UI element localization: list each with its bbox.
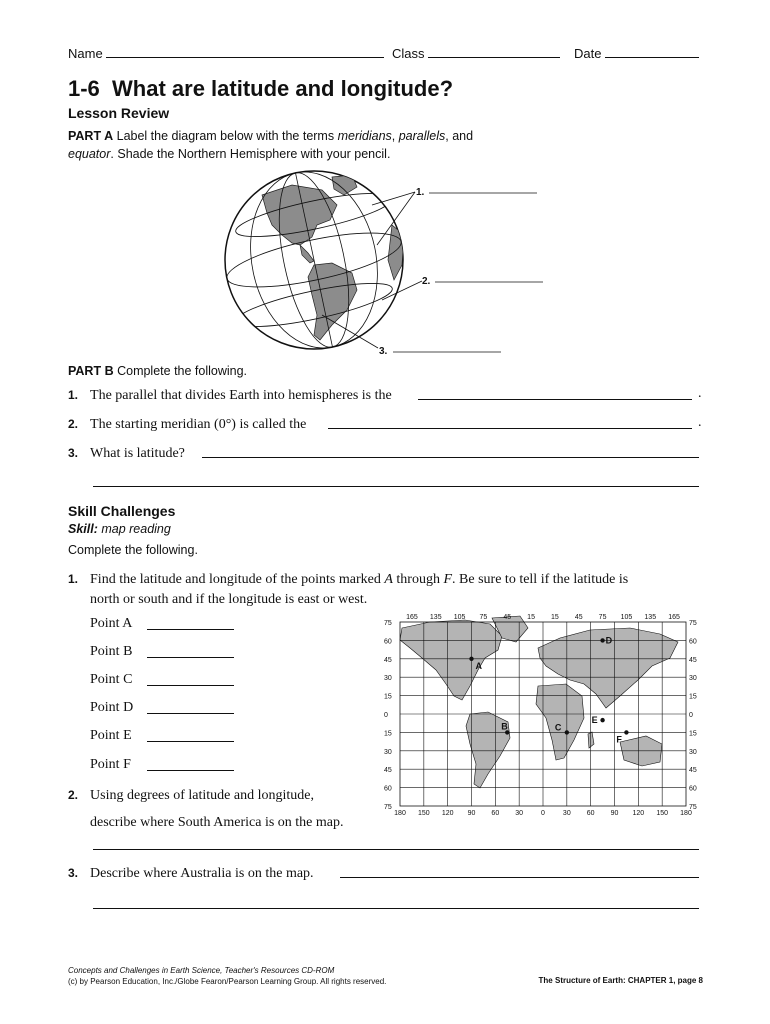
answer-line[interactable] <box>202 457 699 458</box>
point-label: Point F <box>90 757 131 772</box>
part-a-label: PART A <box>68 129 114 143</box>
map-bottom-tick: 30 <box>562 810 571 817</box>
north-america <box>400 620 502 700</box>
map-bottom-tick: 90 <box>610 810 619 817</box>
point-b <box>90 644 132 660</box>
map-bottom-tick: 0 <box>541 810 545 817</box>
question-text: Describe where Australia is on the map. <box>90 866 314 881</box>
name-input[interactable] <box>106 45 384 58</box>
map-right-tick: 15 <box>689 730 697 738</box>
map-right-tick: 75 <box>689 620 697 627</box>
map-point-label: E <box>591 715 598 726</box>
map-bottom-tick: 90 <box>467 810 476 817</box>
part-a-text: Label the diagram below with the terms <box>116 129 338 143</box>
map-top-tick: 135 <box>429 614 442 621</box>
point-label: Point E <box>90 728 132 743</box>
question-text: . Be sure to tell if the latitude is <box>452 572 629 587</box>
map-left-tick: 30 <box>384 675 392 683</box>
point-label: Point D <box>90 700 134 715</box>
part-b-label: PART B <box>68 364 114 378</box>
map-top-tick: 15 <box>551 614 559 621</box>
map-top-tick: 165 <box>668 614 680 621</box>
name-label: Name <box>68 46 103 61</box>
map-bottom-tick: 150 <box>656 810 669 817</box>
map-top-tick: 105 <box>453 614 466 621</box>
term-equator: equator <box>68 147 111 161</box>
map-right-tick: 60 <box>689 638 697 646</box>
question-text: What is latitude? <box>90 446 185 461</box>
question-number: 1. <box>68 388 79 402</box>
map-right-tick: 45 <box>689 767 697 775</box>
skill-name: map reading <box>97 522 171 536</box>
part-b-q1 <box>68 386 392 404</box>
map-point-label: F <box>616 734 622 745</box>
footer-line-1: Concepts and Challenges in Earth Science, Teacher's Resources CD-ROM <box>68 966 335 975</box>
question-text: north or south and if the longitude is east or west. <box>90 592 368 607</box>
question-number: 2. <box>68 417 79 431</box>
footer-source <box>68 965 386 987</box>
footer-page: The Structure of Earth: CHAPTER 1, page 8 <box>538 976 703 985</box>
map-top-tick: 165 <box>406 614 418 621</box>
label-1: 1. <box>416 187 425 198</box>
map-point-label: C <box>554 722 562 733</box>
answer-line[interactable] <box>93 908 699 909</box>
question-number: 3. <box>68 446 79 460</box>
map-left-tick: 45 <box>384 656 392 664</box>
class-field <box>392 45 560 61</box>
name-field <box>68 45 384 61</box>
globe-diagram <box>222 165 552 360</box>
part-a-text-2: . Shade the Northern Hemisphere with your pencil. <box>110 147 391 161</box>
map-right-tick: 45 <box>689 656 697 664</box>
question-number: 3. <box>68 866 79 880</box>
point-a <box>90 616 132 632</box>
question-point-a: A <box>384 572 393 587</box>
question-text: Using degrees of latitude and longitude, <box>90 788 314 803</box>
map-left-tick: 15 <box>384 730 392 738</box>
term-meridians: meridians <box>337 129 392 143</box>
question-text: The starting meridian (0°) is called the <box>90 417 307 432</box>
map-top-tick: 135 <box>644 614 657 621</box>
part-a-and: , and <box>445 129 474 143</box>
point-a-answer[interactable] <box>147 629 234 630</box>
point-f-answer[interactable] <box>147 770 234 771</box>
point-d-answer[interactable] <box>147 713 234 714</box>
date-field <box>574 45 699 61</box>
question-number: 1. <box>68 572 79 586</box>
part-a-comma: , <box>391 129 399 143</box>
map-left-tick: 75 <box>384 620 392 627</box>
map-right-tick: 75 <box>689 804 697 811</box>
question-text: describe where South America is on the map. <box>90 815 344 830</box>
question-text: Find the latitude and longitude of the points marked <box>90 572 385 587</box>
map-left-tick: 15 <box>384 693 392 701</box>
world-map <box>370 608 700 823</box>
date-label: Date <box>574 46 602 61</box>
answer-line[interactable] <box>93 486 699 487</box>
answer-line[interactable] <box>418 399 692 400</box>
point-label: Point C <box>90 672 133 687</box>
map-top-tick: 15 <box>527 614 535 621</box>
map-point-marker <box>624 730 628 734</box>
footer-line-2: (c) by Pearson Education, Inc./Globe Fearon/Pearson Learning Group. All rights reserved. <box>68 977 387 986</box>
map-right-tick: 0 <box>689 712 693 719</box>
point-label: Point B <box>90 644 133 659</box>
map-bottom-tick: 150 <box>417 810 430 817</box>
point-d <box>90 700 133 716</box>
point-c-answer[interactable] <box>147 685 234 686</box>
page-title: 1-6 What are latitude and longitude? <box>68 76 454 101</box>
map-bottom-tick: 60 <box>586 810 595 817</box>
map-bottom-tick: 120 <box>441 810 454 817</box>
skill-q1 <box>68 569 628 609</box>
question-text: through <box>392 572 444 587</box>
lesson-review-heading: Lesson Review <box>68 105 170 121</box>
map-bottom-tick: 30 <box>515 810 524 817</box>
label-3: 3. <box>379 346 388 357</box>
map-landmasses <box>400 616 678 788</box>
map-point-label: A <box>475 660 482 671</box>
skill-label: Skill: <box>68 522 98 536</box>
class-input[interactable] <box>428 45 560 58</box>
skill-line <box>68 522 171 536</box>
point-label: Point A <box>90 616 133 631</box>
answer-line[interactable] <box>93 849 699 850</box>
map-right-tick: 30 <box>689 675 697 683</box>
part-b-instructions <box>68 364 247 378</box>
map-point-label: B <box>501 721 508 732</box>
part-b-q2 <box>68 415 306 433</box>
map-top-tick: 45 <box>503 614 512 621</box>
point-c <box>90 672 132 688</box>
point-b-answer[interactable] <box>147 657 234 658</box>
map-point-marker <box>565 730 569 734</box>
map-right-tick: 60 <box>689 785 697 793</box>
map-point-marker <box>469 657 473 661</box>
map-point-marker <box>600 718 604 722</box>
part-a-instructions <box>68 127 538 163</box>
question-text: The parallel that divides Earth into hemispheres is the <box>90 388 392 403</box>
map-left-tick: 30 <box>384 748 392 756</box>
point-e <box>90 728 132 744</box>
q2-period: . <box>698 415 702 430</box>
answer-line[interactable] <box>340 877 699 878</box>
map-right-tick: 30 <box>689 748 697 756</box>
map-left-tick: 60 <box>384 638 392 646</box>
skill-q2 <box>68 782 343 836</box>
question-point-f: F <box>443 572 453 587</box>
map-right-tick: 15 <box>689 693 697 701</box>
map-bottom-tick: 180 <box>394 810 406 817</box>
map-bottom-tick: 180 <box>680 810 692 817</box>
point-f <box>90 757 131 773</box>
point-e-answer[interactable] <box>147 741 234 742</box>
label-2: 2. <box>422 276 431 287</box>
map-top-tick: 75 <box>479 614 488 621</box>
map-top-tick: 75 <box>598 614 607 621</box>
map-bottom-tick: 60 <box>491 810 500 817</box>
map-point-marker <box>600 638 604 642</box>
map-left-tick: 0 <box>384 712 388 719</box>
skill-q3 <box>68 864 314 882</box>
date-input[interactable] <box>605 45 699 58</box>
q1-period: . <box>698 386 702 401</box>
map-top-tick: 105 <box>620 614 633 621</box>
answer-line[interactable] <box>328 428 692 429</box>
class-label: Class <box>392 46 425 61</box>
term-parallels: parallels <box>398 129 446 143</box>
map-top-tick: 45 <box>574 614 583 621</box>
question-number: 2. <box>68 788 79 802</box>
madagascar <box>588 732 594 748</box>
map-left-tick: 75 <box>384 804 392 811</box>
skill-instructions: Complete the following. <box>68 543 198 557</box>
map-point-label: D <box>605 635 613 646</box>
skill-challenges-heading: Skill Challenges <box>68 503 176 519</box>
map-left-tick: 45 <box>384 767 392 775</box>
part-b-text: Complete the following. <box>117 364 248 378</box>
map-left-tick: 60 <box>384 785 392 793</box>
part-b-q3 <box>68 444 185 462</box>
map-bottom-tick: 120 <box>632 810 645 817</box>
